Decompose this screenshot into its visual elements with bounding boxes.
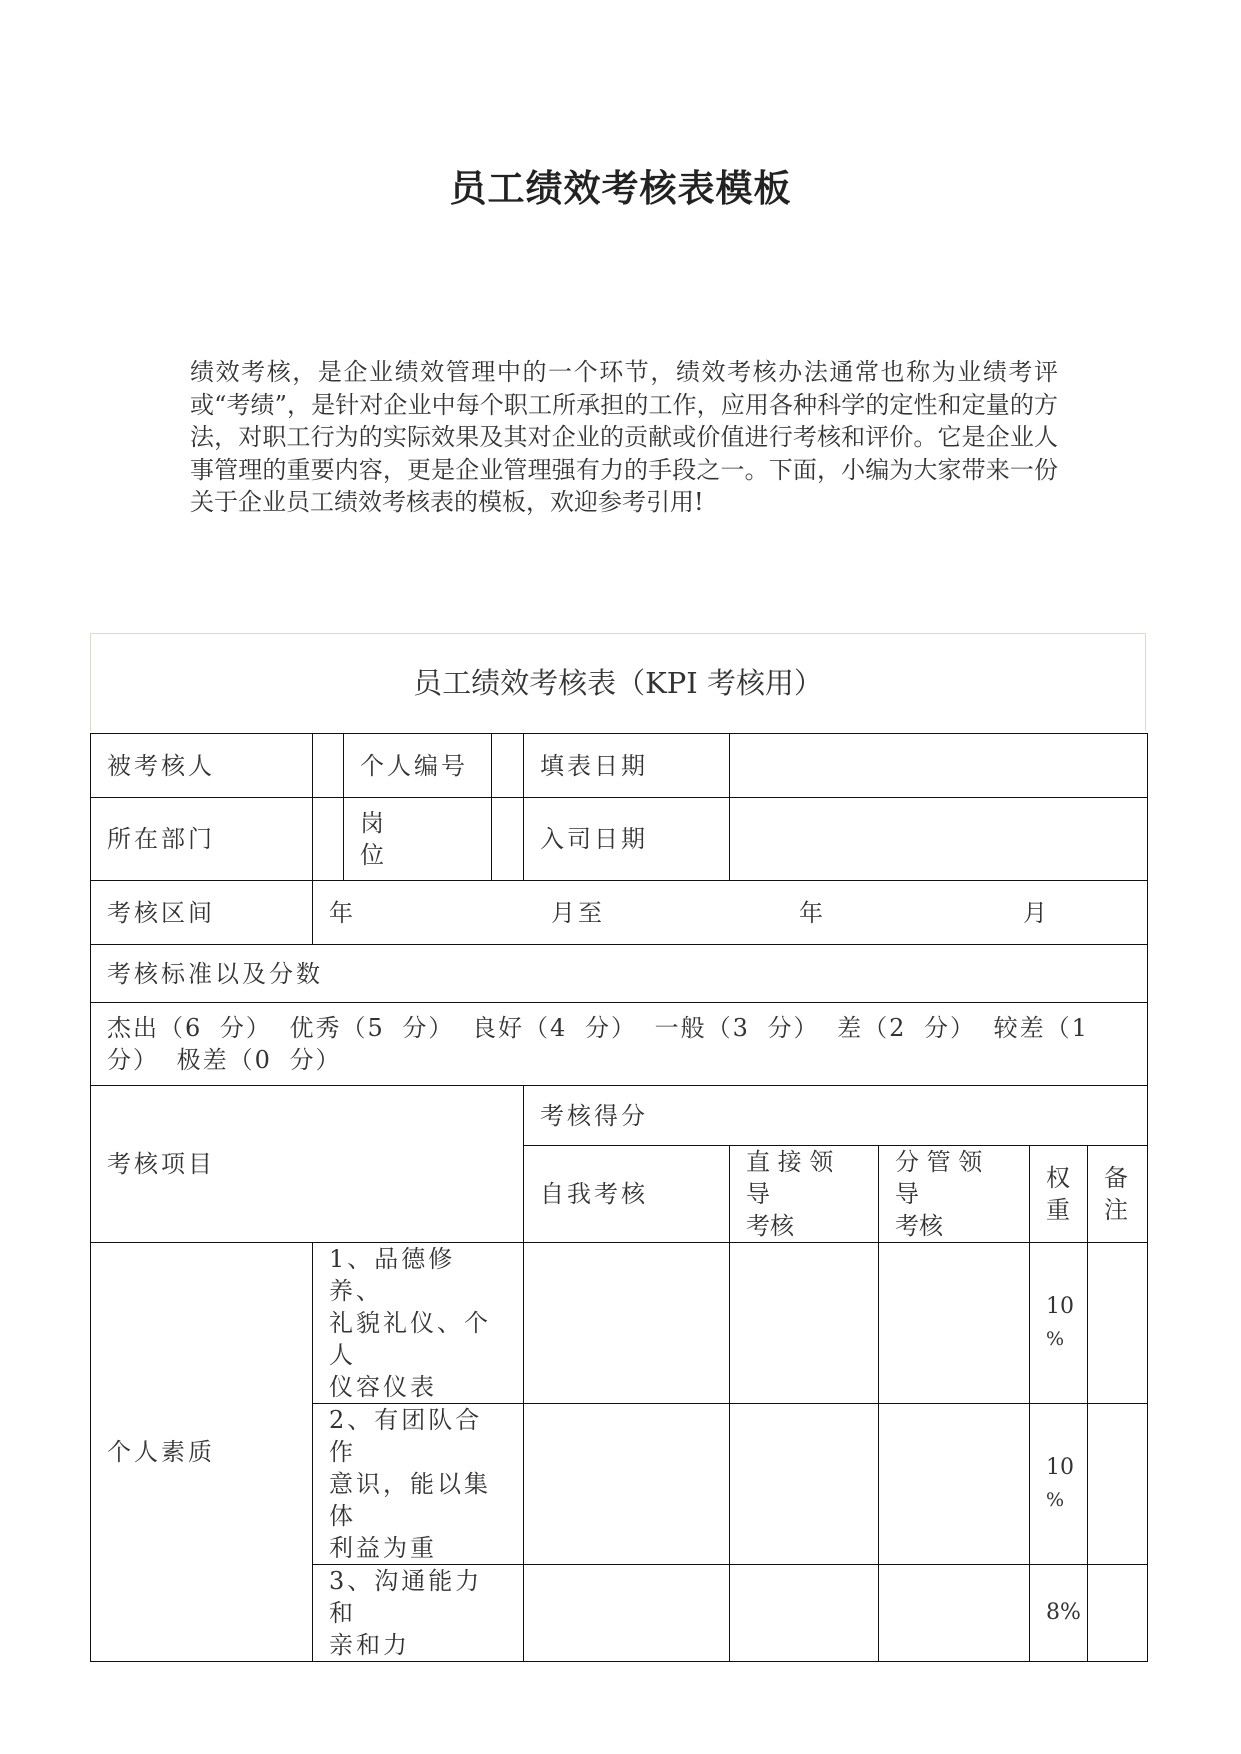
item-1-self-score[interactable] bbox=[524, 1243, 730, 1404]
direct-leader-header bbox=[730, 1146, 879, 1243]
table-row bbox=[91, 1003, 1148, 1086]
position-label-line2: 位 bbox=[360, 841, 384, 869]
item-2-line1: 2、有团队合作 bbox=[329, 1406, 483, 1466]
branch-leader-header-line1: 分 管 领 导 bbox=[895, 1148, 983, 1208]
item-2-weight-pct: % bbox=[1046, 1489, 1065, 1511]
table-row bbox=[91, 1086, 1148, 1146]
period-month-end: 月 bbox=[1023, 898, 1047, 927]
kpi-table bbox=[90, 733, 1148, 1662]
item-1-weight-pct: % bbox=[1046, 1328, 1065, 1350]
table-row bbox=[91, 1243, 1148, 1404]
item-2-weight bbox=[1030, 1404, 1088, 1565]
position-value[interactable] bbox=[492, 798, 524, 881]
item-2-line2: 意识，能以集体 bbox=[329, 1470, 491, 1530]
direct-leader-header-line1: 直 接 领 导 bbox=[746, 1148, 834, 1208]
table-row bbox=[91, 798, 1148, 881]
item-1-weight-num: 10 bbox=[1046, 1294, 1074, 1319]
item-1-line3: 仪容仪表 bbox=[329, 1373, 437, 1401]
item-2-branch-score[interactable] bbox=[879, 1404, 1030, 1565]
assessee-value[interactable] bbox=[313, 734, 344, 798]
category-personal-quality: 个人素质 bbox=[91, 1243, 313, 1662]
intro-paragraph: 绩效考核，是企业绩效管理中的一个环节，绩效考核办法通常也称为业绩考评或“考绩”，是针对企业中每个职工所承担的工作，应用各种科学的定性和定量的方法，对职工行为的实际效果及其对企业的贡献或价值进行考核和评价。它是企业人事管理的重要内容，更是企业管理强有力的手段之一。下面，小编为大家带来一份关于企业员工绩效考核表的模板，欢迎参考引用! bbox=[190, 358, 1058, 517]
department-value[interactable] bbox=[313, 798, 344, 881]
item-3-branch-score[interactable] bbox=[879, 1565, 1030, 1662]
direct-leader-header-line2: 考核 bbox=[746, 1212, 794, 1240]
item-header: 考核项目 bbox=[91, 1086, 524, 1243]
item-3-text bbox=[313, 1565, 524, 1662]
item-3-line2: 亲和力 bbox=[329, 1631, 410, 1659]
employee-id-value[interactable] bbox=[492, 734, 524, 798]
item-1-note[interactable] bbox=[1088, 1243, 1148, 1404]
item-3-weight: 8% bbox=[1030, 1565, 1088, 1662]
join-date-value[interactable] bbox=[730, 798, 1148, 881]
period-month-to: 月至 bbox=[551, 898, 605, 927]
item-1-line1: 1、品德修养、 bbox=[329, 1245, 456, 1305]
note-header-line2: 注 bbox=[1104, 1196, 1128, 1224]
item-3-line1: 3、沟通能力和 bbox=[329, 1567, 483, 1627]
standard-label: 考核标准以及分数 bbox=[91, 945, 1148, 1003]
weight-header-line2: 重 bbox=[1046, 1196, 1070, 1224]
item-3-note[interactable] bbox=[1088, 1565, 1148, 1662]
item-2-line3: 利益为重 bbox=[329, 1534, 437, 1562]
table-caption: 员工绩效考核表（KPI 考核用） bbox=[90, 633, 1146, 731]
period-value bbox=[313, 881, 1148, 945]
item-2-weight-num: 10 bbox=[1046, 1455, 1074, 1480]
item-1-text bbox=[313, 1243, 524, 1404]
period-year-start: 年 bbox=[329, 898, 353, 927]
note-header bbox=[1088, 1146, 1148, 1243]
weight-header bbox=[1030, 1146, 1088, 1243]
item-2-self-score[interactable] bbox=[524, 1404, 730, 1565]
document-title: 员工绩效考核表模板 bbox=[449, 167, 792, 210]
fill-date-label: 填表日期 bbox=[524, 734, 730, 798]
fill-date-value[interactable] bbox=[730, 734, 1148, 798]
department-label: 所在部门 bbox=[91, 798, 313, 881]
item-3-direct-score[interactable] bbox=[730, 1565, 879, 1662]
item-1-weight bbox=[1030, 1243, 1088, 1404]
weight-header-line1: 权 bbox=[1046, 1164, 1070, 1192]
employee-id-label: 个人编号 bbox=[344, 734, 492, 798]
branch-leader-header bbox=[879, 1146, 1030, 1243]
item-3-self-score[interactable] bbox=[524, 1565, 730, 1662]
table-row bbox=[91, 945, 1148, 1003]
item-1-line2: 礼貌礼仪、个人 bbox=[329, 1309, 491, 1369]
item-2-direct-score[interactable] bbox=[730, 1404, 879, 1565]
self-assessment-header: 自我考核 bbox=[524, 1146, 730, 1243]
position-label-line1: 岗 bbox=[360, 809, 384, 837]
table-row bbox=[91, 881, 1148, 945]
standard-scale: 杰出（6 分） 优秀（5 分） 良好（4 分） 一般（3 分） 差（2 分） 较差（1 分） 极差（0 分） bbox=[91, 1003, 1148, 1086]
item-2-note[interactable] bbox=[1088, 1404, 1148, 1565]
item-1-direct-score[interactable] bbox=[730, 1243, 879, 1404]
note-header-line1: 备 bbox=[1104, 1164, 1128, 1192]
item-2-text bbox=[313, 1404, 524, 1565]
position-label bbox=[344, 798, 492, 881]
period-label: 考核区间 bbox=[91, 881, 313, 945]
period-year-end: 年 bbox=[799, 898, 823, 927]
assessee-label: 被考核人 bbox=[91, 734, 313, 798]
item-1-branch-score[interactable] bbox=[879, 1243, 1030, 1404]
join-date-label: 入司日期 bbox=[524, 798, 730, 881]
score-header: 考核得分 bbox=[524, 1086, 1148, 1146]
table-row bbox=[91, 734, 1148, 798]
branch-leader-header-line2: 考核 bbox=[895, 1212, 943, 1240]
